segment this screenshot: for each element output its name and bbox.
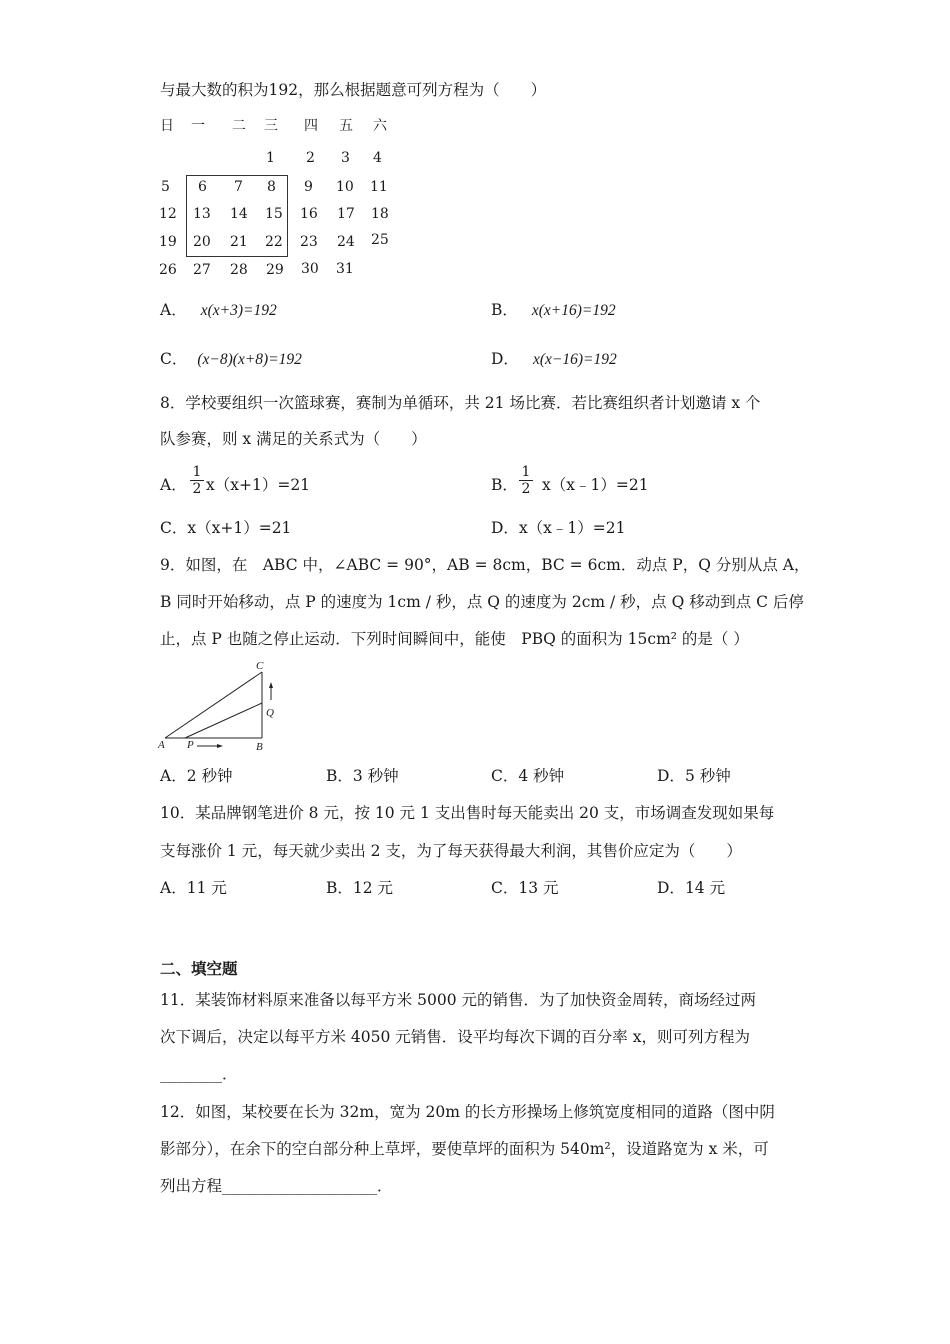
calendar-selection-box: [186, 175, 288, 257]
calendar-day: 9: [304, 179, 313, 195]
calendar-day: 18: [371, 206, 389, 222]
calendar-day: 15: [265, 206, 283, 222]
q11-line1: 11．某装饰材料原来准备以每平方米 5000 元的销售．为了加快资金周转，商场经过两: [160, 991, 757, 1009]
q9-line2: B 同时开始移动，点 P 的速度为 1cm / 秒，点 Q 的速度为 2cm / 秒，点 Q 移动到点 C 后停: [160, 593, 804, 611]
calendar-day: 27: [193, 262, 211, 278]
calendar-day: 22: [265, 234, 283, 250]
q8-option-b-text: x（x﹣1）=21: [542, 476, 649, 494]
q7-option-b: B． x(x+16)=192: [491, 301, 616, 319]
q8-option-a-fraction: [190, 464, 204, 497]
q7-option-d: D． x(x−16)=192: [491, 350, 617, 368]
q10-option-c: C．13 元: [491, 879, 559, 897]
fraction-denominator: 2: [519, 480, 533, 497]
q8-option-b-fraction: [519, 464, 533, 497]
calendar-day: 2: [306, 150, 315, 166]
q9-option-a: A．2 秒钟: [160, 767, 233, 785]
calendar-day: 3: [341, 150, 350, 166]
q9-line3: 止，点 P 也随之停止运动．下列时间瞬间中，能使 PBQ 的面积为 15cm² 的是（ ）: [160, 630, 749, 648]
calendar-day: 6: [198, 179, 207, 195]
q8-option-a-label: A．: [160, 476, 187, 494]
q12-line3: 列出方程____________________．: [160, 1177, 393, 1195]
weekday: 三: [264, 118, 278, 134]
q10-option-d: D．14 元: [657, 879, 726, 897]
calendar-day: 26: [159, 262, 177, 278]
weekday: 日: [160, 118, 174, 134]
q7-option-c: C． (x−8)(x+8)=192: [160, 350, 302, 368]
q9-line1: 9．如图，在 ABC 中，∠ABC = 90°，AB = 8cm，BC = 6cm．动点 P，Q 分别从点 A，: [160, 556, 810, 574]
calendar-day: 29: [266, 262, 284, 278]
q11-line2: 次下调后，决定以每平方米 4050 元销售．设平均每次下调的百分率 x，则可列方程为: [160, 1028, 750, 1046]
calendar-day: 14: [230, 206, 248, 222]
calendar-day: 12: [159, 206, 177, 222]
calendar-day: 23: [300, 234, 318, 250]
weekday: 二: [232, 118, 246, 134]
q10-option-a: A．11 元: [160, 879, 227, 897]
calendar-day: 7: [234, 179, 243, 195]
q10-line2: 支每涨价 1 元，每天就少卖出 2 支，为了每天获得最大利润，其售价应定为（ ）: [160, 842, 742, 860]
q8-option-b-label: B．: [491, 476, 518, 494]
q8-line2: 队参赛，则 x 满足的关系式为（ ）: [160, 430, 427, 448]
q8-option-d: D．x（x﹣1）=21: [491, 519, 626, 537]
q7-intro: 与最大数的积为192，那么根据题意可列方程为（ ）: [160, 81, 547, 99]
weekday: 一: [191, 118, 205, 134]
calendar-day: 11: [370, 179, 388, 195]
calendar-day: 24: [337, 234, 355, 250]
q9-option-d: D．5 秒钟: [657, 767, 731, 785]
weekday: 六: [373, 118, 387, 134]
q10-option-b: B．12 元: [326, 879, 394, 897]
q8-line1: 8．学校要组织一次篮球赛，赛制为单循环，共 21 场比赛．若比赛组织者计划邀请 x 个: [160, 394, 761, 412]
calendar-day: 8: [267, 179, 276, 195]
calendar-day: 10: [336, 179, 354, 195]
calendar-day: 21: [230, 234, 248, 250]
q8-option-c: C．x（x+1）=21: [160, 519, 292, 537]
label-b: B: [256, 741, 263, 753]
calendar-day: 4: [373, 150, 382, 166]
label-a: A: [158, 739, 165, 751]
calendar-day: 17: [337, 206, 355, 222]
fraction-denominator: 2: [190, 480, 204, 497]
fraction-numerator: 1: [521, 464, 531, 480]
calendar-day: 30: [301, 261, 319, 277]
q12-line1: 12．如图，某校要在长为 32m，宽为 20m 的长方形操场上修筑宽度相同的道路（图中阴: [160, 1103, 775, 1121]
q8-option-a-text: x（x+1）=21: [206, 476, 311, 494]
calendar-day: 16: [300, 206, 318, 222]
calendar-day: 25: [371, 232, 389, 248]
label-c: C: [256, 660, 264, 672]
weekday: 五: [339, 118, 353, 134]
label-p: P: [187, 739, 194, 751]
q10-line1: 10．某品牌钢笔进价 8 元，按 10 元 1 支出售时每天能卖出 20 支，市场调查发现如果每: [160, 804, 775, 822]
fraction-numerator: 1: [192, 464, 202, 480]
triangle-figure: [155, 658, 285, 754]
q12-line2: 影部分），在余下的空白部分种上草坪，要使草坪的面积为 540m²，设道路宽为 x 米，可: [160, 1140, 769, 1158]
section-title: 二、填空题: [160, 959, 238, 978]
calendar-day: 19: [159, 234, 177, 250]
calendar-day: 28: [230, 262, 248, 278]
calendar-day: 1: [266, 150, 275, 166]
q7-option-a: A． x(x+3)=192: [160, 301, 277, 319]
label-q: Q: [266, 707, 274, 719]
weekday: 四: [304, 118, 318, 134]
calendar-day: 20: [193, 234, 211, 250]
q11-line3: ________．: [160, 1065, 238, 1083]
calendar-day: 13: [193, 206, 211, 222]
calendar-day: 31: [336, 261, 354, 277]
q9-option-c: C．4 秒钟: [491, 767, 565, 785]
calendar-day: 5: [161, 179, 170, 195]
q9-option-b: B．3 秒钟: [326, 767, 399, 785]
